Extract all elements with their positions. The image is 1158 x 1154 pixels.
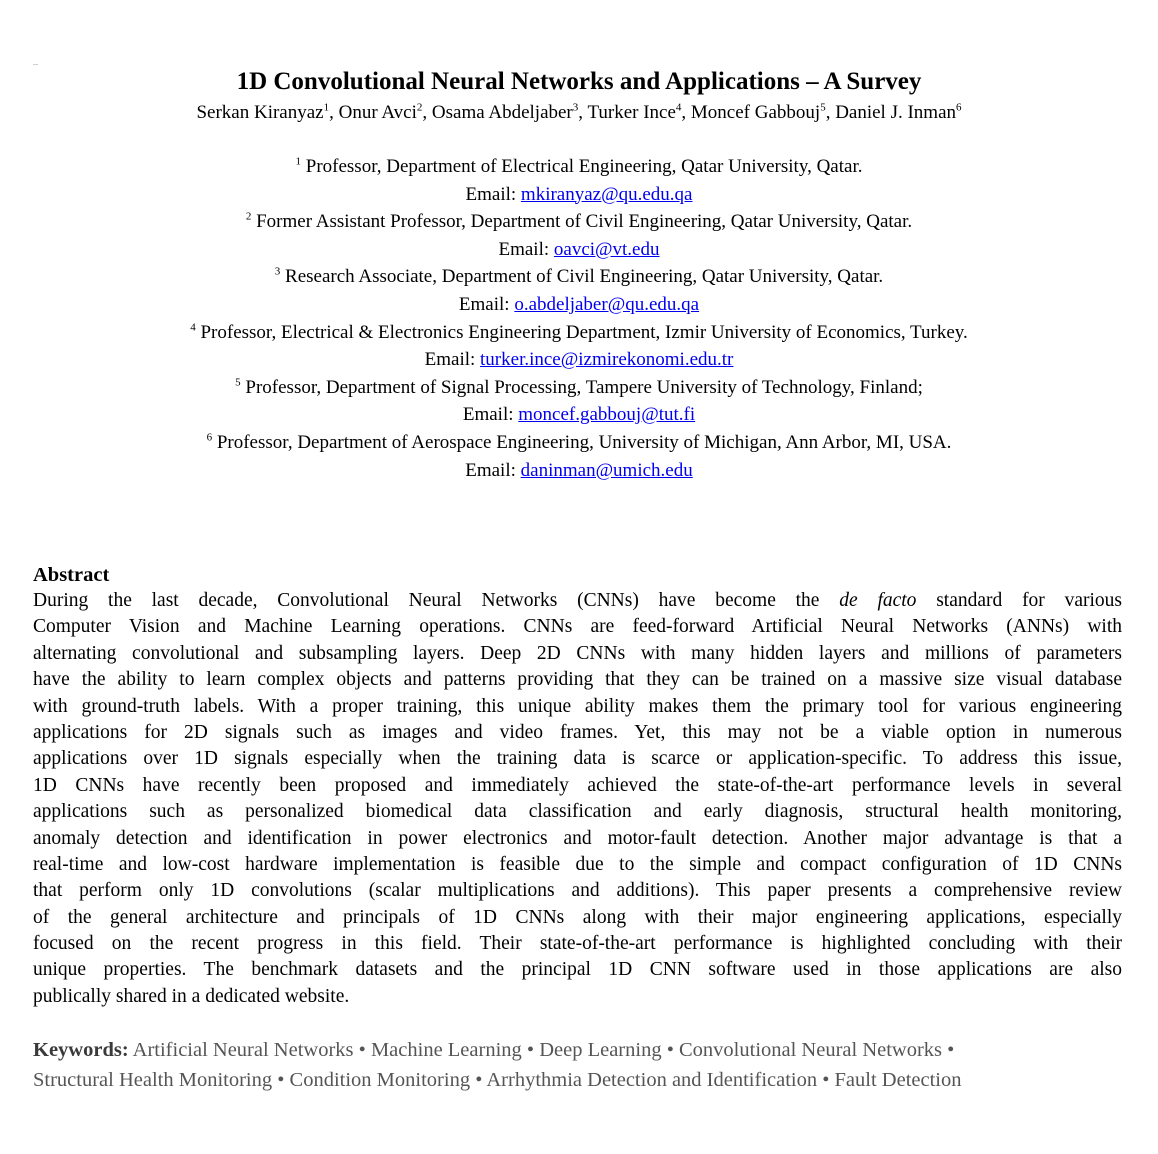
email-link[interactable]: oavci@vt.edu: [553, 238, 660, 260]
author: Turker Ince$^4$,: [587, 101, 691, 123]
keywords-section: [33, 1035, 1133, 1095]
abstract-body: [33, 588, 1122, 1010]
affiliation: $^2$ Former Assistant Professor, Department of Civil Engineering, Qatar University, Qatar.: [245, 210, 913, 233]
abstract-line: publically shared in a dedicated website.: [33, 985, 350, 1007]
author: Serkan Kiranyaz$^1$,: [196, 101, 339, 123]
abstract-line: real-time and low-cost hardware implementation is feasible due to the simple and compact configuration of 1D CNNs: [33, 853, 1122, 875]
affiliation: $^6$ Professor, Department of Aerospace Engineering, University of Michigan, Ann Arbor, MI, USA.: [206, 431, 952, 453]
keywords-label: Keywords:: [33, 1039, 129, 1061]
email-link[interactable]: moncef.gabbouj@tut.fi: [518, 404, 696, 426]
abstract-heading: Abstract: [33, 564, 110, 586]
abstract-line: anomaly detection and identification in power electronics and motor-fault detection. Another major advantage is that a: [33, 827, 1122, 849]
email-link[interactable]: mkiranyaz@qu.edu.qa: [520, 183, 693, 205]
email-link[interactable]: turker.ince@izmirekonomi.edu.tr: [480, 349, 734, 371]
author: Onur Avci$^2$,: [338, 101, 432, 123]
affiliation: $^1$ Professor, Department of Electrical Engineering, Qatar University, Qatar.: [295, 155, 863, 177]
affiliation-email: Email: mkiranyaz@qu.edu.qa: [465, 183, 693, 205]
affiliation-email: Email: moncef.gabbouj@tut.fi: [462, 404, 696, 426]
abstract-line: applications for 2D signals such as images and video frames. Yet, this may not be a viable option in numerous: [33, 721, 1122, 743]
affiliation-email: Email: o.abdeljaber@qu.edu.qa: [458, 293, 700, 315]
abstract-line: have the ability to learn complex objects and patterns providing that they can be trained on a massive size visual database: [33, 669, 1122, 691]
abstract-line: applications over 1D signals especially when the training data is scarce or application-specific. To address this issue,: [33, 748, 1122, 770]
keywords-line: Keywords: Artificial Neural Networks • Machine Learning • Deep Learning • Convolutional Neural Networks •: [33, 1039, 955, 1061]
abstract-line: of the general architecture and principals of 1D CNNs along with their major engineering applications, especially: [33, 906, 1122, 928]
author: Osama Abdeljaber$^3$,: [431, 101, 588, 123]
abstract-line: focused on the recent progress in this field. Their state-of-the-art performance is highlighted concluding with their: [33, 933, 1122, 955]
page-corner-mark: [33, 64, 38, 65]
abstract-line: Computer Vision and Machine Learning operations. CNNs are feed-forward Artificial Neural Networks (ANNs) with: [33, 616, 1122, 638]
email-link[interactable]: o.abdeljaber@qu.edu.qa: [514, 293, 700, 315]
keywords-line: Structural Health Monitoring • Condition Monitoring • Arrhythmia Detection and Identification • Fault Detection: [33, 1069, 962, 1091]
author: Daniel J. Inman$^6$: [835, 101, 962, 123]
abstract-line: 1D CNNs have recently been proposed and immediately achieved the state-of-the-art performance levels in several: [33, 774, 1122, 796]
affiliation-email: Email: turker.ince@izmirekonomi.edu.tr: [424, 349, 734, 371]
email-link[interactable]: daninman@umich.edu: [520, 459, 693, 481]
affiliation: $^4$ Professor, Electrical & Electronics Engineering Department, Izmir University of Economics, Turkey.: [190, 321, 968, 343]
abstract-line: applications such as personalized biomedical data classification and early diagnosis, structural health monitoring,: [33, 801, 1122, 823]
affiliation: $^5$ Professor, Department of Signal Processing, Tampere University of Technology, Finland;: [235, 376, 923, 398]
affiliation-email: Email: daninman@umich.edu: [465, 459, 693, 481]
abstract-section: [33, 562, 1122, 1010]
abstract-line: with ground-truth labels. With a proper training, this unique ability makes them the primary tool for various engineering: [33, 695, 1122, 717]
abstract-line: unique properties. The benchmark datasets and the principal 1D CNN software used in those applications are also: [33, 959, 1122, 981]
affiliation-list: [0, 153, 1158, 484]
author-list: [0, 101, 1158, 125]
abstract-line: alternating convolutional and subsampling layers. Deep 2D CNNs with many hidden layers and millions of parameters: [33, 642, 1122, 664]
affiliation-email: Email: oavci@vt.edu: [498, 238, 660, 260]
paper-title: 1D Convolutional Neural Networks and Applications – A Survey: [236, 68, 922, 95]
abstract-line: that perform only 1D convolutions (scalar multiplications and additions). This paper presents a comprehensive review: [33, 880, 1122, 902]
author: Moncef Gabbouj$^5$,: [690, 101, 836, 123]
affiliation: $^3$ Research Associate, Department of Civil Engineering, Qatar University, Qatar.: [274, 266, 884, 288]
abstract-line: During the last decade, Convolutional Neural Networks (CNNs) have become the de facto standard for various: [33, 590, 1122, 611]
